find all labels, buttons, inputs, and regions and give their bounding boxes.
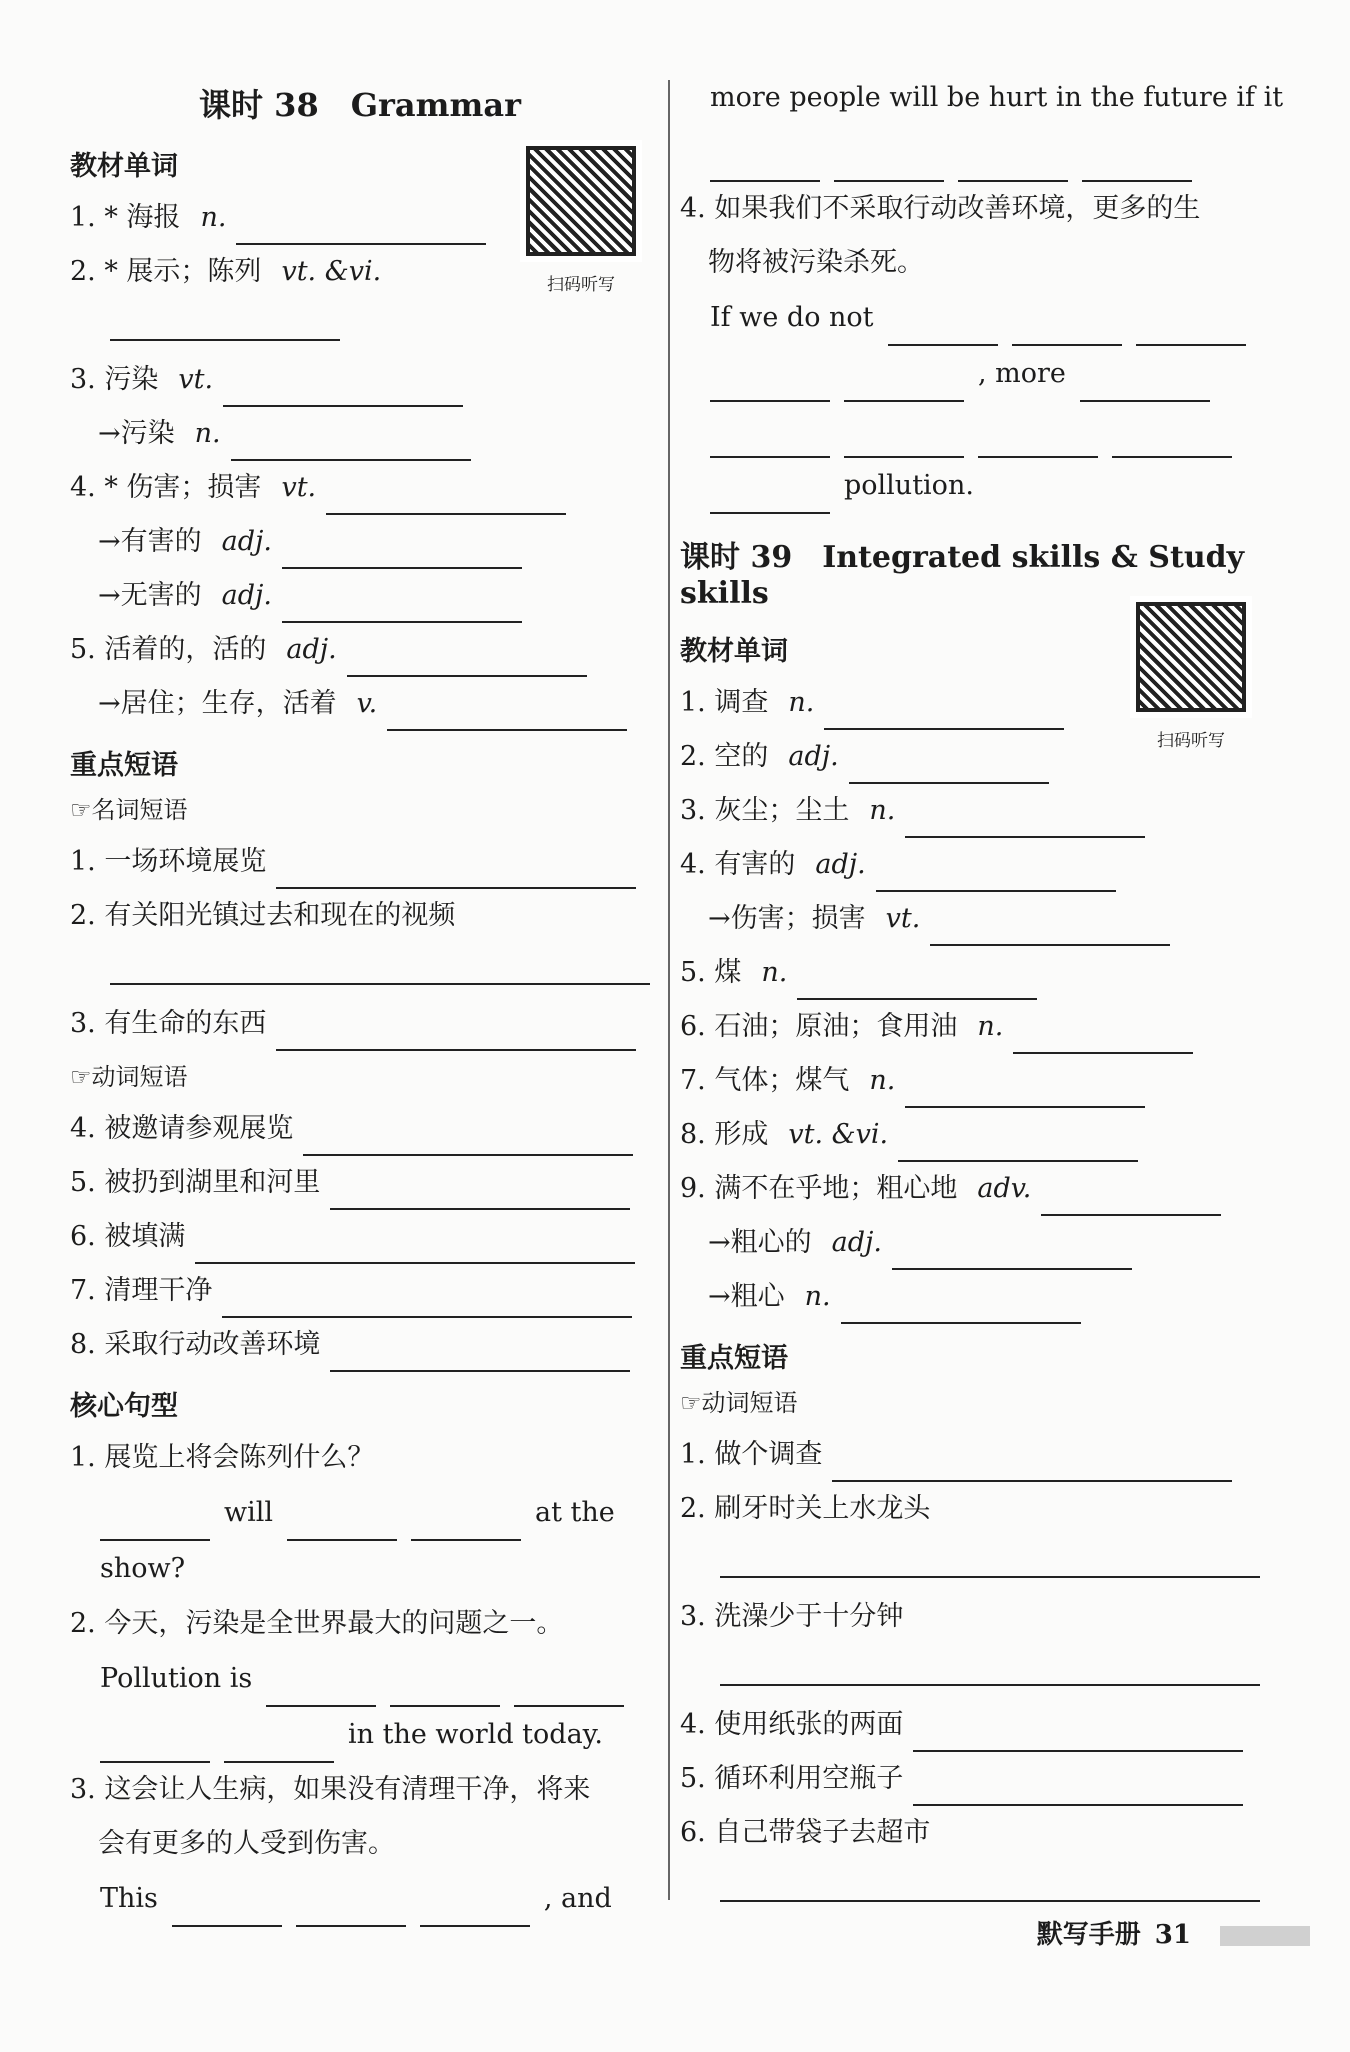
answer-blank[interactable] — [172, 1895, 282, 1927]
answer-blank[interactable] — [276, 857, 636, 889]
vocab-item: 5. 活着的，活的 adj. — [70, 623, 650, 677]
answer-blank[interactable] — [905, 806, 1145, 838]
answer-blank[interactable] — [930, 914, 1170, 946]
vocab-item: 9. 满不在乎地；粗心地 adv. — [680, 1162, 1260, 1216]
answer-blank[interactable] — [1013, 1022, 1193, 1054]
vocab-item: →粗心 n. — [680, 1270, 1260, 1324]
phrase-item: 4. 使用纸张的两面 — [680, 1698, 1260, 1752]
answer-blank[interactable] — [913, 1720, 1243, 1752]
answer-blank[interactable] — [905, 1076, 1145, 1108]
page-footer — [1037, 1914, 1310, 1951]
answer-blank[interactable] — [898, 1130, 1138, 1162]
answer-blank[interactable] — [876, 860, 1116, 892]
answer-blank[interactable] — [266, 1675, 376, 1707]
sentence-en: This , and — [70, 1871, 650, 1927]
sentence-en: , more — [680, 346, 1260, 402]
vocab-title: 教材单词 — [680, 636, 788, 667]
phrase-item: 3. 有生命的东西 — [70, 997, 650, 1051]
sentence-cn: 2. 今天，污染是全世界最大的问题之一。 — [70, 1608, 564, 1639]
phrase-item: 6. 自己带袋子去超市 — [680, 1817, 931, 1848]
vocab-item: 2. * 展示；陈列 vt. &vi. — [70, 256, 382, 287]
answer-blank[interactable] — [1080, 370, 1210, 402]
answer-blank[interactable] — [1012, 314, 1122, 346]
vocab-item: 3. 污染 vt. — [70, 353, 650, 407]
sentence-en — [680, 402, 1260, 458]
qr-label: 扫码听写 — [547, 275, 615, 295]
qr-code-block[interactable] — [1130, 596, 1252, 751]
answer-blank[interactable] — [720, 1870, 1260, 1902]
left-column — [70, 70, 650, 1927]
sentence-en: Pollution is — [70, 1651, 650, 1707]
answer-blank[interactable] — [841, 1292, 1081, 1324]
vocab-item: 1. * 海报 n. — [70, 191, 650, 245]
phrase-title: 重点短语 — [680, 1343, 788, 1374]
answer-blank[interactable] — [282, 591, 522, 623]
answer-blank[interactable] — [223, 375, 463, 407]
answer-blank[interactable] — [390, 1675, 500, 1707]
phrase-item: 6. 被填满 — [70, 1210, 650, 1264]
qr-code-block[interactable] — [520, 140, 642, 295]
answer-blank[interactable] — [287, 1509, 397, 1541]
sentence-en: pollution. — [680, 458, 1260, 514]
answer-blank[interactable] — [195, 1232, 635, 1264]
answer-blank[interactable] — [296, 1895, 406, 1927]
phrase-title: 重点短语 — [70, 750, 178, 781]
answer-blank[interactable] — [224, 1731, 334, 1763]
answer-blank[interactable] — [1136, 314, 1246, 346]
answer-blank[interactable] — [978, 426, 1098, 458]
answer-blank[interactable] — [844, 426, 964, 458]
answer-blank[interactable] — [100, 1509, 210, 1541]
phrase-item: 1. 做个调查 — [680, 1428, 1260, 1482]
vocab-item: 4. * 伤害；损害 vt. — [70, 461, 650, 515]
answer-blank[interactable] — [387, 699, 627, 731]
answer-blank[interactable] — [411, 1509, 521, 1541]
answer-blank[interactable] — [420, 1895, 530, 1927]
qr-label: 扫码听写 — [1157, 731, 1225, 751]
phrase-item: 2. 有关阳光镇过去和现在的视频 — [70, 900, 456, 931]
page-number: 31 — [1154, 1920, 1191, 1950]
answer-blank[interactable] — [832, 1450, 1232, 1482]
sentence-en — [680, 126, 1260, 182]
vocab-item: 3. 灰尘；尘土 n. — [680, 784, 1260, 838]
phrase-item: 3. 洗澡少于十分钟 — [680, 1601, 904, 1632]
qr-code-icon[interactable] — [520, 140, 642, 262]
sentence-en: in the world today. — [70, 1707, 650, 1763]
vocab-item: 4. 有害的 adj. — [680, 838, 1260, 892]
sentence-en: will at the — [70, 1485, 650, 1541]
phrase-item: 5. 循环利用空瓶子 — [680, 1752, 1260, 1806]
footer-bar — [1220, 1926, 1310, 1946]
answer-blank[interactable] — [222, 1286, 632, 1318]
lesson-38-title: 课时 38 Grammar — [199, 86, 521, 124]
vocab-item: →伤害；损害 vt. — [680, 892, 1260, 946]
answer-blank[interactable] — [110, 953, 650, 985]
phrase-item: 2. 刷牙时关上水龙头 — [680, 1493, 931, 1524]
answer-blank[interactable] — [720, 1546, 1260, 1578]
vocab-item: →粗心的 adj. — [680, 1216, 1260, 1270]
noun-phrase-title: ☞名词短语 — [70, 796, 188, 824]
vocab-item: 7. 气体；煤气 n. — [680, 1054, 1260, 1108]
phrase-item: 8. 采取行动改善环境 — [70, 1318, 650, 1372]
answer-blank[interactable] — [824, 698, 1064, 730]
phrase-item: 7. 清理干净 — [70, 1264, 650, 1318]
sentence-title: 核心句型 — [70, 1391, 178, 1422]
answer-blank[interactable] — [282, 537, 522, 569]
vocab-item: →无害的 adj. — [70, 569, 650, 623]
lesson-39-title: 课时 39 Integrated skills & Study skills — [680, 540, 1245, 611]
answer-blank[interactable] — [844, 370, 964, 402]
answer-blank[interactable] — [100, 1731, 210, 1763]
answer-blank[interactable] — [720, 1654, 1260, 1686]
answer-blank[interactable] — [849, 752, 1049, 784]
answer-blank[interactable] — [514, 1675, 624, 1707]
answer-blank[interactable] — [888, 314, 998, 346]
answer-blank[interactable] — [797, 968, 1037, 1000]
sentence-en: If we do not — [680, 290, 1260, 346]
answer-blank[interactable] — [347, 645, 587, 677]
answer-blank[interactable] — [330, 1178, 630, 1210]
answer-blank[interactable] — [710, 150, 820, 182]
vocab-item: 2. 空的 adj. — [680, 730, 1260, 784]
vocab-item: 5. 煤 n. — [680, 946, 1260, 1000]
sentence-cn: 3. 这会让人生病，如果没有清理干净，将来 — [70, 1774, 591, 1805]
vocab-item: →居住；生存，活着 v. — [70, 677, 650, 731]
vocab-item: →污染 n. — [70, 407, 650, 461]
sentence-en: more people will be hurt in the future if it — [710, 82, 1284, 113]
verb-phrase-title: ☞动词短语 — [680, 1389, 798, 1417]
sentence-cn: 4. 如果我们不采取行动改善环境，更多的生 — [680, 193, 1201, 224]
verb-phrase-title: ☞动词短语 — [70, 1063, 188, 1091]
sentence-cn: 1. 展览上将会陈列什么？ — [70, 1442, 375, 1473]
sentence-cn: 会有更多的人受到伤害。 — [98, 1828, 395, 1859]
sentence-en: show? — [100, 1553, 186, 1584]
vocab-item: 1. 调查 n. — [680, 676, 1260, 730]
answer-blank[interactable] — [330, 1340, 630, 1372]
answer-blank[interactable] — [1082, 150, 1192, 182]
answer-blank[interactable] — [231, 429, 471, 461]
answer-blank[interactable] — [303, 1124, 633, 1156]
vocab-item: 8. 形成 vt. &vi. — [680, 1108, 1260, 1162]
answer-blank[interactable] — [710, 426, 830, 458]
phrase-item: 5. 被扔到湖里和河里 — [70, 1156, 650, 1210]
phrase-item: 1. 一场环境展览 — [70, 835, 650, 889]
answer-blank[interactable] — [276, 1019, 636, 1051]
qr-code-icon[interactable] — [1130, 596, 1252, 718]
column-divider — [668, 80, 670, 1900]
vocab-item: →有害的 adj. — [70, 515, 650, 569]
vocab-title: 教材单词 — [70, 151, 178, 182]
footer-title: 默写手册 — [1036, 1920, 1141, 1950]
vocab-item: 6. 石油；原油；食用油 n. — [680, 1000, 1260, 1054]
answer-blank[interactable] — [710, 370, 830, 402]
answer-blank[interactable] — [958, 150, 1068, 182]
answer-blank[interactable] — [913, 1774, 1243, 1806]
answer-blank[interactable] — [1112, 426, 1232, 458]
answer-blank[interactable] — [892, 1238, 1132, 1270]
sentence-cn: 物将被污染杀死。 — [708, 247, 924, 278]
answer-blank[interactable] — [834, 150, 944, 182]
answer-blank[interactable] — [710, 482, 830, 514]
right-column — [680, 70, 1284, 1914]
phrase-item: 4. 被邀请参观展览 — [70, 1102, 650, 1156]
answer-blank[interactable] — [326, 483, 566, 515]
answer-blank[interactable] — [236, 213, 486, 245]
answer-blank[interactable] — [1041, 1184, 1221, 1216]
answer-blank[interactable] — [110, 309, 340, 341]
